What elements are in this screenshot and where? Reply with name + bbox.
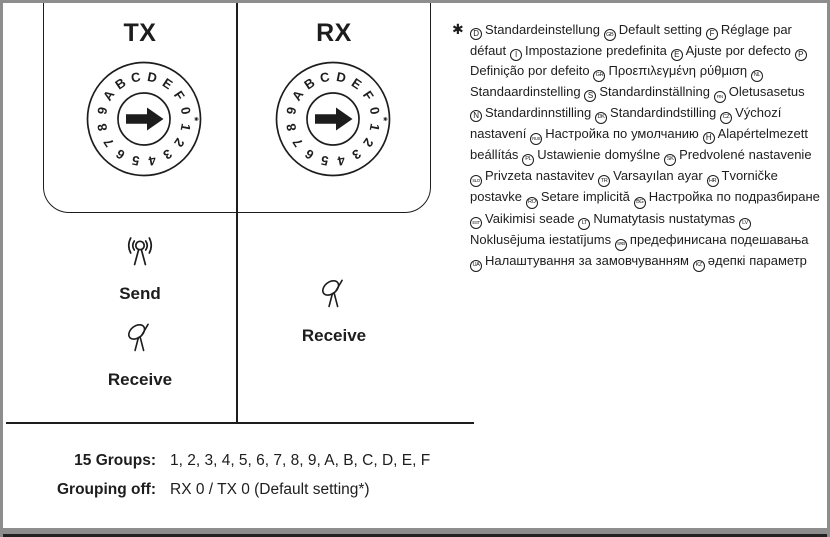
svg-text:B: B (112, 74, 129, 93)
tx-rotary-dial (84, 59, 204, 179)
language-code-badge: SK (664, 154, 676, 166)
svg-text:7: 7 (100, 135, 117, 150)
antenna-broadcast-icon (120, 233, 160, 273)
svg-text:3: 3 (160, 146, 175, 163)
language-code-badge: HR (707, 175, 719, 187)
svg-text:C: C (129, 69, 142, 86)
language-code-badge: FIN (714, 91, 726, 103)
rx-receive-item (237, 277, 431, 346)
receive-label: Receive (301, 326, 367, 345)
language-code-badge: P (795, 49, 807, 61)
language-code-badge: GB (604, 29, 616, 41)
default-setting-footnote (452, 20, 820, 272)
language-code-badge: N (470, 110, 482, 122)
tx-send-item (43, 233, 237, 304)
language-code-badge: H (703, 132, 715, 144)
svg-text:9: 9 (94, 105, 111, 116)
language-code-badge: NL (751, 70, 763, 82)
svg-text:4: 4 (147, 152, 158, 169)
language-code-badge: BG (634, 197, 646, 209)
language-code-badge: SRB (615, 239, 627, 251)
language-code-badge: GR (593, 70, 605, 82)
language-code-badge: I (510, 49, 522, 61)
receive-label: Receive (107, 370, 173, 389)
svg-text:1: 1 (177, 122, 194, 133)
footnote-star-marker: ✱ (452, 21, 464, 37)
groups-row-value: RX 0 / TX 0 (Default setting*) (170, 481, 370, 498)
svg-text:E: E (348, 75, 365, 93)
svg-text:1: 1 (366, 122, 383, 133)
svg-text:8: 8 (283, 122, 300, 133)
language-code-badge: EST (470, 217, 482, 229)
svg-text:D: D (335, 69, 348, 86)
svg-text:0: 0 (366, 105, 383, 116)
svg-text:0: 0 (177, 105, 194, 116)
groups-row-label: Grouping off: (57, 481, 156, 498)
language-code-badge: D (470, 28, 482, 40)
svg-text:F: F (359, 87, 377, 103)
section-divider-line (6, 422, 474, 424)
svg-text:A: A (288, 87, 307, 104)
svg-text:5: 5 (319, 152, 330, 169)
svg-text:7: 7 (289, 135, 306, 150)
svg-text:6: 6 (302, 146, 317, 163)
send-label: Send (119, 284, 161, 303)
groups-row-value: 1, 2, 3, 4, 5, 6, 7, 8, 9, A, B, C, D, E, F (170, 452, 431, 469)
svg-text:2: 2 (171, 135, 188, 150)
svg-text:*: * (188, 116, 200, 122)
tx-receive-item (43, 321, 237, 390)
language-code-badge: CZ (720, 112, 732, 124)
svg-text:E: E (159, 75, 176, 93)
rx-rotary-dial (273, 59, 393, 179)
rx-title: RX (316, 19, 352, 47)
language-code-badge: KZ (693, 260, 705, 272)
language-code-badge: LV (739, 218, 751, 230)
svg-text:A: A (99, 87, 118, 104)
svg-text:9: 9 (283, 105, 300, 116)
svg-text:F: F (170, 87, 188, 103)
svg-text:3: 3 (349, 146, 364, 163)
page-bottom-border (3, 528, 827, 537)
svg-text:B: B (301, 74, 318, 93)
language-code-badge: LT (578, 218, 590, 230)
satellite-dish-icon (121, 321, 159, 359)
svg-text:4: 4 (336, 152, 347, 169)
groups-table (36, 451, 430, 500)
language-code-badge: DK (595, 112, 607, 124)
language-code-badge: E (671, 49, 683, 61)
language-code-badge: F (706, 28, 718, 40)
language-code-badge: S (584, 90, 596, 102)
svg-text:8: 8 (94, 122, 111, 133)
language-list: D Standardeinstellung GB Default setting F Réglage par défaut I Impostazione predefinita E Ajuste por defecto PDefinição por defeito GR Προεπιλεγμένη ρύθμιση NLStandaardinstelling S Standardinställning FIN Oletusasetus N Standardinnstilling DK Standardindstilling CZ Výchozí nastavení RUS Настройка по умолчанию H Alapértelmezett beállítás PL Ustawienie domyślne SK Predvolené nastavenie SLO Privzeta nastavitev TR Varsayılan ayar HR Tvorničke postavke RO Setare implicită BG Настройка по подразбиране EST Vaikimisi seade LT Numatytasis nustatymas LVNoklusējuma iestatījums SRB предефинисана подешавања UA Налаштування за замовчуванням KZ әдепкі параметр (470, 20, 820, 272)
svg-text:*: * (377, 116, 389, 122)
svg-text:C: C (318, 69, 331, 86)
language-code-badge: RUS (530, 133, 542, 145)
language-code-badge: TR (598, 175, 610, 187)
svg-text:2: 2 (360, 135, 377, 150)
language-code-badge: PL (522, 154, 534, 166)
language-code-badge: SLO (470, 175, 482, 187)
language-code-badge: RO (526, 197, 538, 209)
svg-text:5: 5 (130, 152, 141, 169)
groups-row-label: 15 Groups: (74, 452, 156, 469)
language-code-badge: UA (470, 260, 482, 272)
svg-text:D: D (146, 69, 159, 86)
tx-title: TX (123, 19, 157, 47)
satellite-dish-icon (315, 277, 353, 315)
page-content (3, 3, 827, 528)
svg-text:6: 6 (113, 146, 128, 163)
